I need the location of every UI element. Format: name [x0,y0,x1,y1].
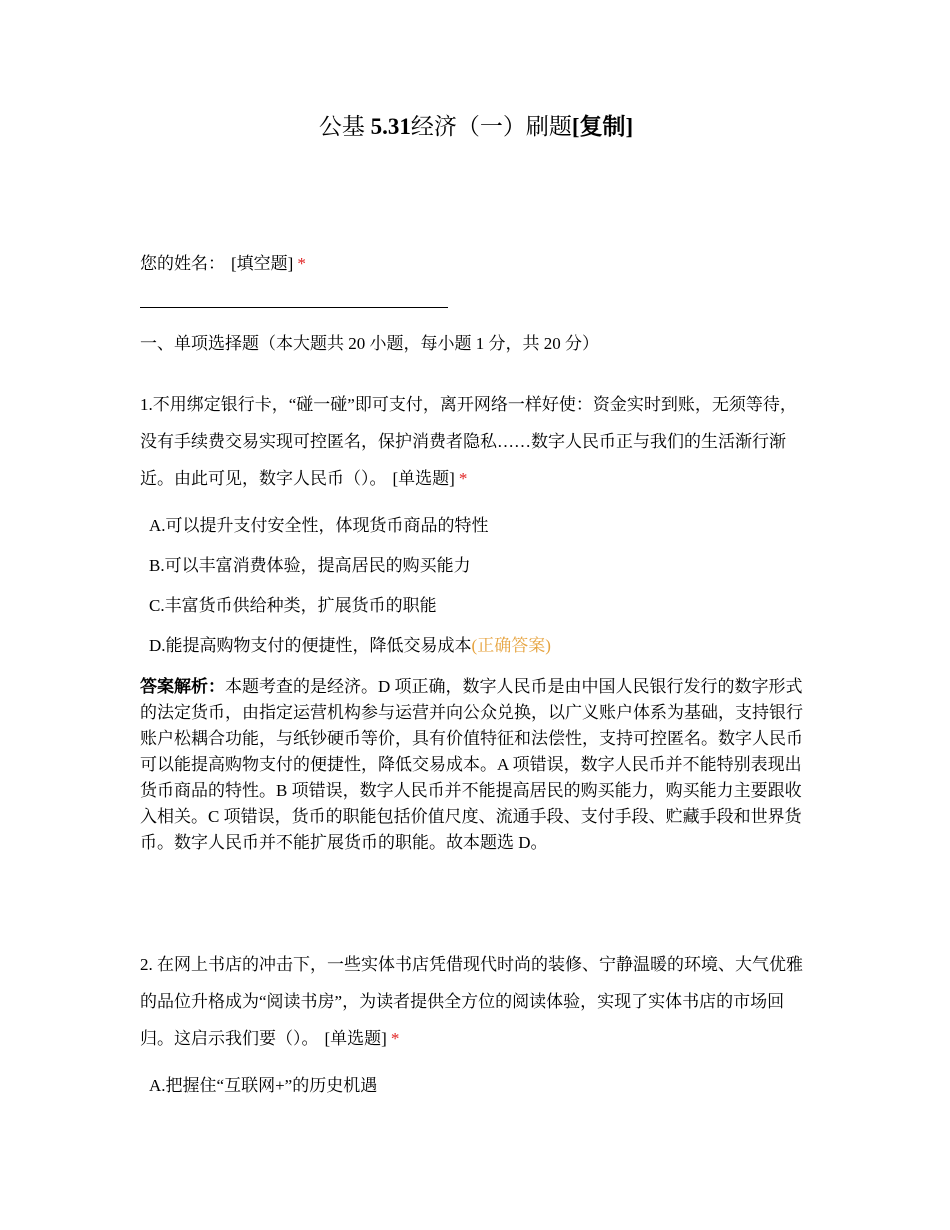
title-prefix: 公基 [318,114,365,139]
title-suffix: [复制] [571,114,634,139]
q2-option-a-label: A.把握住“互联网+”的历史机遇 [149,1076,378,1095]
question-2-text: 2. 在网上书店的冲击下，一些实体书店凭借现代时尚的装修、宁静温暖的环境、大气优雅的品位升格成为“阅读书房”，为读者提供全方位的阅读体验，实现了实体书店的市场回归。这启示我们要（）。 [140,955,803,1048]
question-1-text: 1.不用绑定银行卡，“碰一碰”即可支付，离开网络一样好使：资金实时到账，无须等待，没有手续费交易实现可控匿名，保护消费者隐私……数字人民币正与我们的生活渐行渐近。由此可见，数字人民币（）。 [140,395,797,488]
name-question-text: 您的姓名： [140,254,225,273]
question-2-type: [单选题] [324,1029,387,1048]
q1-option-d[interactable] [149,634,551,658]
correct-answer-tag: (正确答案) [471,636,551,655]
question-2 [140,946,812,1057]
q2-option-a[interactable] [149,1074,377,1098]
required-mark: * [297,254,306,273]
q1-option-a[interactable] [149,514,489,538]
survey-title [140,112,812,142]
name-input[interactable] [140,307,448,308]
title-number: 5.31 [370,114,411,139]
name-question-label [140,252,306,276]
q1-option-d-label: D.能提高购物支付的便捷性，降低交易成本 [149,636,472,655]
q1-option-c[interactable] [149,594,437,618]
section-heading: 一、单项选择题（本大题共 20 小题，每小题 1 分，共 20 分） [140,334,599,353]
q1-option-a-label: A.可以提升支付安全性，体现货币商品的特性 [149,516,489,535]
q1-option-c-label: C.丰富货币供给种类，扩展货币的职能 [149,596,437,615]
question-1-type: [单选题] [392,469,455,488]
explanation-text: 本题考查的是经济。D 项正确，数字人民币是由中国人民银行发行的数字形式的法定货币，由指定运营机构参与运营并向公众兑换，以广义账户体系为基础，支持银行账户松耦合功能，与纸钞硬币等价，具有价值特征和法偿性，支持可控匿名。数字人民币可以能提高购物支付的便捷性，降低交易成本。A 项错误，数字人民币并不能特别表现出货币商品的特性。B 项错误，数字人民币并不能提高居民的购买能力，购买能力主要跟收入相关。C 项错误，货币的职能包括价值尺度、流通手段、支付手段、贮藏手段和世界货币。数字人民币并不能扩展货币的职能。故本题选 D。 [140,677,803,852]
required-mark: * [458,469,468,488]
required-mark: * [390,1029,400,1048]
q1-option-b[interactable] [149,554,471,578]
explanation-label: 答案解析： [140,677,225,696]
answer-explanation [140,674,812,856]
q1-option-b-label: B.可以丰富消费体验，提高居民的购买能力 [149,556,471,575]
title-middle: 经济（一）刷题 [410,114,572,139]
question-1 [140,386,812,497]
name-question-type: [填空题] [231,254,294,273]
